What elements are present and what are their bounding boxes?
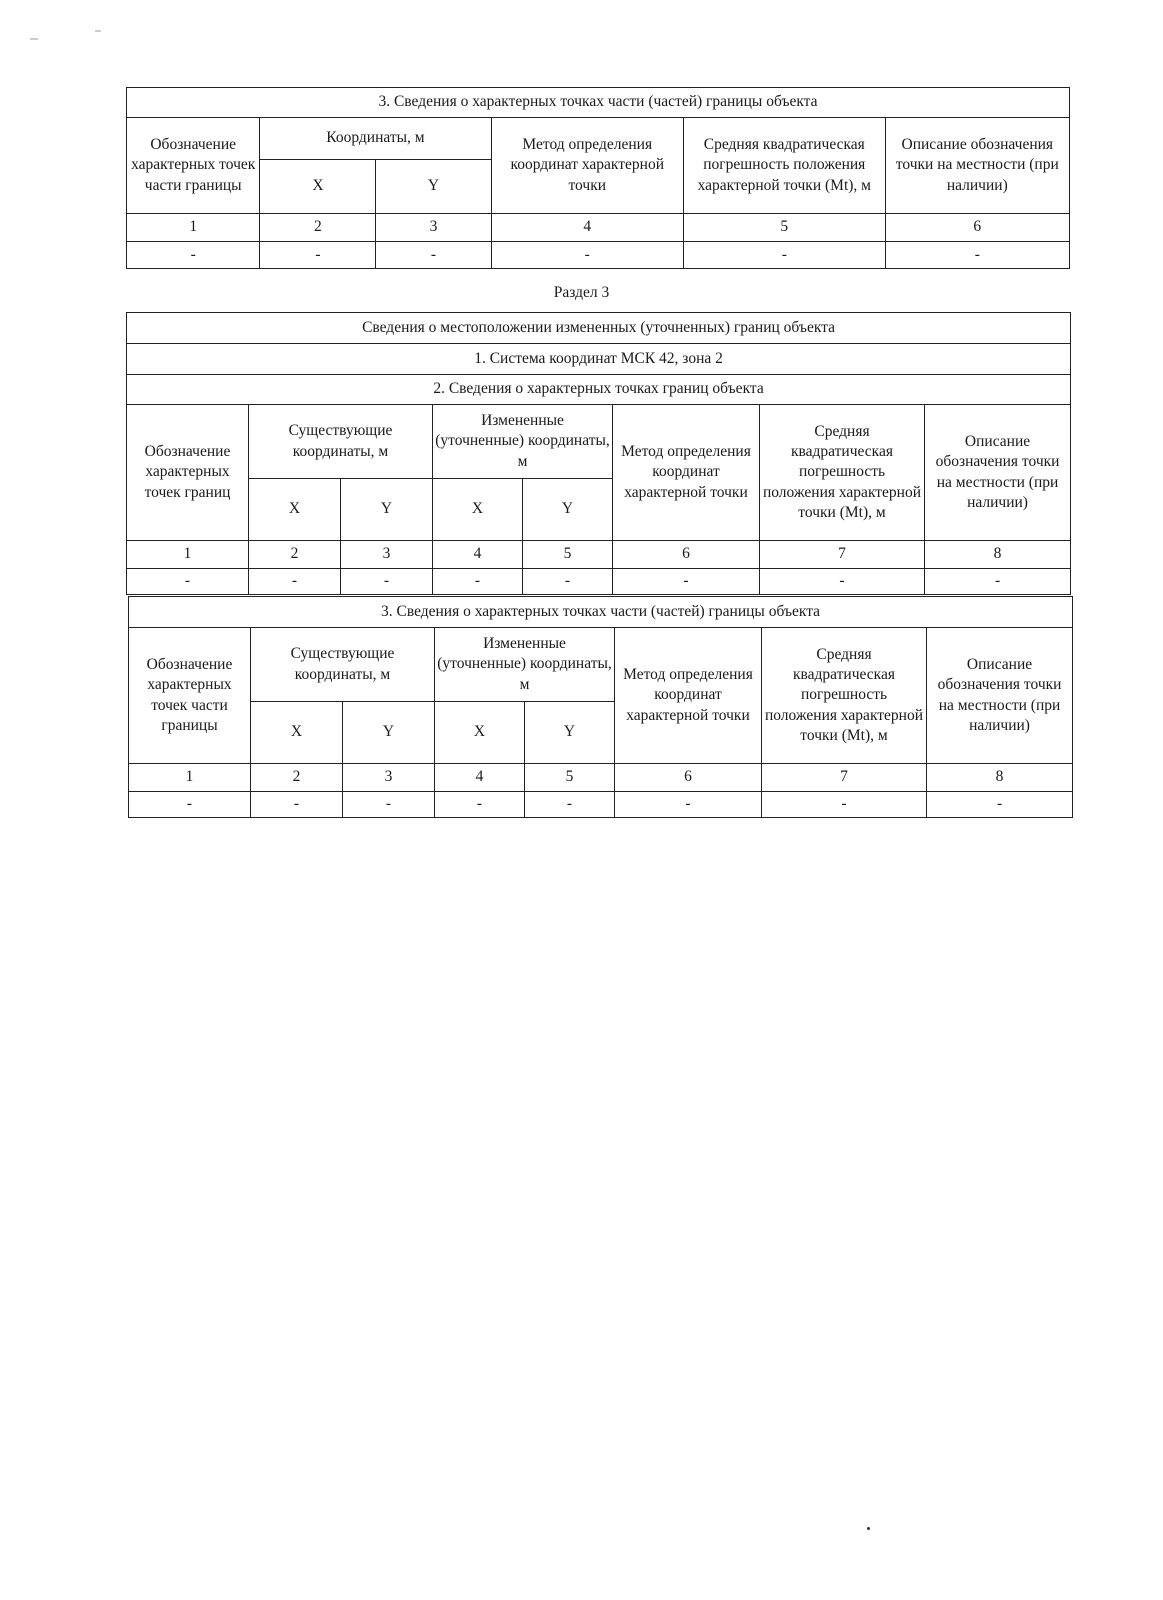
column-number: 6	[885, 214, 1069, 242]
header-coordinates: Координаты, м	[260, 118, 491, 160]
header-error: Средняя квадратическая погрешность положения характерной точки (Mt), м	[683, 118, 885, 214]
header-designation: Обозначение характерных точек границ	[127, 405, 249, 541]
header-y: Y	[525, 702, 615, 764]
table-cell: -	[251, 792, 343, 818]
column-number: 4	[435, 764, 525, 792]
scan-dot	[867, 1527, 870, 1530]
table-cell: -	[127, 569, 249, 595]
header-x: X	[260, 160, 376, 214]
table-cell: -	[129, 792, 251, 818]
header-method: Метод определения координат характерной точки	[491, 118, 683, 214]
header-x: X	[251, 702, 343, 764]
coordinate-system: 1. Система координат МСК 42, зона 2	[127, 344, 1071, 375]
boundary-parts-points-table	[126, 87, 1070, 269]
header-method: Метод определения координат характерной точки	[613, 405, 760, 541]
table-cell: -	[376, 242, 491, 269]
column-number: 2	[260, 214, 376, 242]
header-existing-coordinates: Существующие координаты, м	[249, 405, 433, 479]
scan-artifact	[30, 38, 38, 40]
column-number: 1	[129, 764, 251, 792]
column-number: 4	[491, 214, 683, 242]
scan-artifact	[95, 30, 101, 32]
column-number: 2	[251, 764, 343, 792]
table-cell: -	[760, 569, 925, 595]
header-y: Y	[341, 479, 433, 541]
table-cell: -	[341, 569, 433, 595]
column-number: 8	[927, 764, 1073, 792]
table-subtitle: 2. Сведения о характерных точках границ объекта	[127, 375, 1071, 405]
table-cell: -	[433, 569, 523, 595]
header-changed-coordinates: Измененные (уточненные) координаты, м	[435, 628, 615, 702]
header-designation: Обозначение характерных точек части границы	[129, 628, 251, 764]
table-cell: -	[927, 792, 1073, 818]
changed-boundary-parts-table	[128, 596, 1073, 818]
header-x: X	[249, 479, 341, 541]
table-cell: -	[260, 242, 376, 269]
table-cell: -	[523, 569, 613, 595]
column-number: 4	[433, 541, 523, 569]
table-cell: -	[762, 792, 927, 818]
column-number: 5	[523, 541, 613, 569]
column-number: 3	[343, 764, 435, 792]
section-label: Раздел 3	[553, 284, 610, 301]
header-description: Описание обозначения точки на местности (при наличии)	[925, 405, 1071, 541]
table-title: 3. Сведения о характерных точках части (частей) границы объекта	[127, 88, 1070, 118]
header-x: X	[433, 479, 523, 541]
column-number: 1	[127, 214, 260, 242]
column-number: 3	[341, 541, 433, 569]
table-cell: -	[343, 792, 435, 818]
header-description: Описание обозначения точки на местности (при наличии)	[885, 118, 1069, 214]
changed-boundaries-table	[126, 312, 1071, 595]
header-y: Y	[376, 160, 491, 214]
header-designation: Обозначение характерных точек части границы	[127, 118, 260, 214]
header-x: X	[435, 702, 525, 764]
header-changed-coordinates: Измененные (уточненные) координаты, м	[433, 405, 613, 479]
column-number: 5	[525, 764, 615, 792]
table-cell: -	[683, 242, 885, 269]
table-cell: -	[885, 242, 1069, 269]
table-cell: -	[435, 792, 525, 818]
column-number: 6	[613, 541, 760, 569]
column-number: 3	[376, 214, 491, 242]
table-cell: -	[615, 792, 762, 818]
table-cell: -	[613, 569, 760, 595]
column-number: 6	[615, 764, 762, 792]
table-title: Сведения о местоположении измененных (уточненных) границ объекта	[127, 313, 1071, 344]
header-description: Описание обозначения точки на местности (при наличии)	[927, 628, 1073, 764]
table-cell: -	[525, 792, 615, 818]
table-cell: -	[925, 569, 1071, 595]
header-y: Y	[343, 702, 435, 764]
header-error: Средняя квадратическая погрешность положения характерной точки (Mt), м	[762, 628, 927, 764]
column-number: 8	[925, 541, 1071, 569]
table-cell: -	[249, 569, 341, 595]
header-method: Метод определения координат характерной точки	[615, 628, 762, 764]
column-number: 5	[683, 214, 885, 242]
table-title: 3. Сведения о характерных точках части (частей) границы объекта	[129, 597, 1073, 628]
table-cell: -	[491, 242, 683, 269]
header-y: Y	[523, 479, 613, 541]
column-number: 7	[760, 541, 925, 569]
header-error: Средняя квадратическая погрешность положения характерной точки (Mt), м	[760, 405, 925, 541]
table-cell: -	[127, 242, 260, 269]
column-number: 1	[127, 541, 249, 569]
column-number: 7	[762, 764, 927, 792]
header-existing-coordinates: Существующие координаты, м	[251, 628, 435, 702]
column-number: 2	[249, 541, 341, 569]
